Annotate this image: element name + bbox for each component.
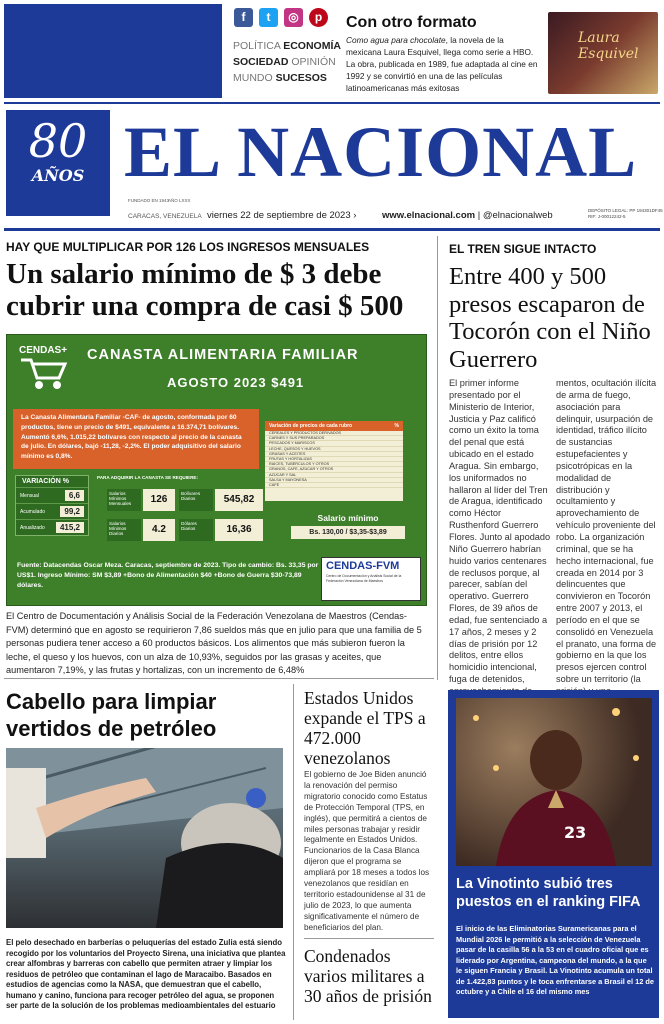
needed-label: Salarios Mínimos Diarios xyxy=(107,519,141,541)
cendas-badge: CENDAS-FVM Centro de Documentación y Análisis Social de la Federación Venezolana de Maestros xyxy=(321,557,421,601)
right-story-col2: mentos, ocultación ilícita de arma de fuego, asociación para delinquir, usurpación de identidad, tráfico ilícito de sustancias estupefacientes y psicotrópicas en la modalidad de distribución y ocultamiento y aprovechamiento de vehículo proveniente del robo. La organización criminal, que se ha hecho internacional, fue creada en 2014 por 3 delincuentes que convivieron en Tocorón entre 2007 y 2013, el período en el que se consolidó en Venezuela el pranato, una forma de gobierno en la que los presos ejercen control sobre un territorio (la xyxy=(556,378,657,685)
minimum-wage-box: Salario mínimo Bs. 130,00 / $3,35-$3,89 xyxy=(291,513,405,539)
table-header: Variación de precios de cada rubro % xyxy=(265,421,403,431)
section-opinion[interactable]: OPINIÓN xyxy=(291,56,336,68)
table-row: CARNES Y SUS PREPARADOS xyxy=(265,436,403,441)
section-mundo[interactable]: MUNDO xyxy=(233,72,273,84)
masthead-top-rule xyxy=(4,102,660,104)
right-story-kicker: EL TREN SIGUE INTACTO xyxy=(449,242,597,256)
table-row: GRANOS, CAFÉ, AZÚCAR Y OTROS xyxy=(265,467,403,472)
table-row: CEREALES Y PRODUCTOS DERIVADOS xyxy=(265,431,403,436)
cabello-text: El pelo desechado en barberías o peluquerías del estado Zulia está siendo recogido por los voluntarios del Proyecto Sirena, una iniciativa que plantea crear alfombras y barreras con cabello que permiten atraer y limpiar los residuos de petróleo que contaminan el lago de Maracaibo. Basados en estudios de agencias como la NASA, que demuestran que el cabello, humano y canino, funciona para recoger petróleo del agua, se proponen ser parte de la solución de los problemas medioambientales del estuario xyxy=(6,938,286,1010)
table-row: LECHE, QUESOS Y HUEVOS xyxy=(265,447,403,452)
right-story-headline[interactable]: Entre 400 y 500 presos escaparon de Tocorón con el Niño Guerrero xyxy=(449,263,651,373)
needed-value: 16,36 xyxy=(215,519,263,541)
section-index xyxy=(233,38,343,86)
deposit-info: DEPÓSITO LEGAL: PP 194301DF45 RIF: J-00012242-5 xyxy=(588,208,663,219)
table-row: FRUTAS Y HORTALIZAS xyxy=(265,457,403,462)
instagram-icon[interactable]: ◎ xyxy=(284,8,303,27)
table-row: AZÚCAR Y SAL xyxy=(265,473,403,478)
jersey-number: 23 xyxy=(564,823,587,842)
price-variation-table xyxy=(265,421,403,501)
year-note: AÑO LXXX xyxy=(168,198,191,203)
variation-row: Acumulado 99,2 xyxy=(16,503,88,519)
main-story-text: El Centro de Documentación y Análisis Social de la Federación Venezolana de Maestros (Cendas-FVM) determinó que en agosto se requirieron 7,86 sueldos más que en julio para que una familia de 5 personas pudiera tener acceso a 60 productos básicos. Los alimentos que más subieron fueron la leche, el queso y los huevos, con un alza de 10,93%, seguidos por las grasas y aceites, que aumentaron 7,19%, y las frutas y hortalizas, con un incremento de 6,48% xyxy=(6,611,422,675)
web-line: www.elnacional.com | @elnacionalweb xyxy=(382,210,553,221)
infographic-subtitle: AGOSTO 2023 $491 xyxy=(167,375,305,390)
pinterest-icon[interactable]: p xyxy=(309,8,328,27)
vinotinto-headline[interactable]: La Vinotinto subió tres puestos en el ranking FIFA xyxy=(456,876,641,910)
column-divider xyxy=(293,684,294,1020)
needed-value: 4.2 xyxy=(143,519,175,541)
section-economia[interactable]: ECONOMÍA xyxy=(283,40,341,52)
eu-headline[interactable]: Estados Unidos expande el TPS a 472.000 venezolanos xyxy=(304,688,426,768)
main-story-kicker: HAY QUE MULTIPLICAR POR 126 LOS INGRESOS MENSUALES xyxy=(6,240,370,254)
cabello-photo xyxy=(6,748,283,928)
masthead-bottom-rule xyxy=(4,228,660,231)
column-divider xyxy=(437,236,438,680)
twitter-icon[interactable]: t xyxy=(259,8,278,27)
section-politica[interactable]: POLÍTICA xyxy=(233,40,281,52)
needed-label: Dólares Diarios xyxy=(179,519,213,541)
table-row: GRASAS Y ACEITES xyxy=(265,452,403,457)
table-row: PESCADOS Y MARISCOS xyxy=(265,441,403,446)
variation-row: Anualizado 415,2 xyxy=(16,519,88,535)
needed-label: Bolívares Diarios xyxy=(179,489,213,511)
infographic-source: Fuente: Datacendas Oscar Meza. Caracas, septiembre de 2023. Tipo de cambio: Bs. 33,35 por US$1. Ingreso Mínimo: SM $3,89 +Bono de Alimentación $40 +Bono de Guerra $30-73,89 dólares. xyxy=(17,562,319,589)
variation-row: Mensual 6,6 xyxy=(16,487,88,503)
section-sociedad[interactable]: SOCIEDAD xyxy=(233,56,289,68)
vinotinto-photo xyxy=(456,698,652,866)
condenados-headline[interactable]: Condenados varios militares a 30 años de prisión xyxy=(304,946,432,1006)
promo-title: Con otro formato xyxy=(346,14,477,31)
newspaper-title: EL NACIONAL xyxy=(124,112,638,192)
needed-value: 545,82 xyxy=(215,489,263,511)
website-link[interactable]: www.elnacional.com xyxy=(382,210,476,221)
infographic-title: CANASTA ALIMENTARIA FAMILIAR xyxy=(87,347,359,363)
social-icons xyxy=(234,8,328,27)
canasta-infographic xyxy=(6,334,427,606)
eu-text: El gobierno de Joe Biden anunció la renovación del permiso migratorio conocido como Estatus de Protección Temporal (TPS, en inglés), que permitirá a cientos de miles personas trabajar y residir legalmente en Estados Unidos. Funcionarios de la Casa Blanca dijeron que el programa se ampliará por 18 meses a todos los venezolanos que residían en territorio estadounidense al 31 de julio de 2023, lo que aumenta significativamente el número de beneficiarios del plan. xyxy=(304,770,430,932)
cabello-headline[interactable]: Cabello para limpiar vertidos de petróleo xyxy=(6,689,217,741)
vinotinto-text: El inicio de las Eliminatorias Suramericanas para el Mundial 2026 le permitió a la selección de Venezuela pasar de la casilla 56 a la 53 en el cuadro oficial que es liderado por Argentina, campeona del mundo, a la que le siguen Francia y Brasil. La Vinotinto acumula un total de 1.422,83 puntos y le toca enfrentarse a Brasil el 12 de octubre y a Chile el 16 del mismo mes xyxy=(456,924,654,996)
cart-icon xyxy=(19,356,69,390)
main-story-headline[interactable]: Un salario mínimo de $ 3 debe cubrir una compra de casi $ 500 xyxy=(6,258,404,322)
story-divider xyxy=(304,938,434,939)
cendas-logo: CENDAS+ xyxy=(19,345,79,395)
founded-note: FUNDADO EN 1943 xyxy=(128,198,170,203)
facebook-icon[interactable]: f xyxy=(234,8,253,27)
table-row: CAFÉ xyxy=(265,483,403,488)
anniversary-logo: 80 AÑOS xyxy=(6,110,110,216)
table-row: RAÍCES, TUBÉRCULOS Y OTROS xyxy=(265,462,403,467)
needed-value: 126 xyxy=(143,489,175,511)
section-sucesos[interactable]: SUCESOS xyxy=(275,72,327,84)
needed-label: Salarios Mínimos Mensuales xyxy=(107,489,141,511)
dateline: CARACAS, VENEZUELA viernes 22 de septiembre de 2023 › xyxy=(128,210,357,221)
variation-box: VARIACIÓN % Mensual 6,6 Acumulado 99,2 Anualizado 415,2 xyxy=(15,475,89,536)
book-cover-label: Laura Esquivel xyxy=(578,30,639,62)
section-divider xyxy=(4,678,434,679)
needed-heading: PARA ADQUIRIR LA CANASTA SE REQUIERE: xyxy=(97,475,198,480)
infographic-summary: La Canasta Alimentaria Familiar -CAF- de agosto, conformada por 60 productos, tiene un precio de $491, equivalente a 16.374,71 bolívares. Aumentó 6,6%, 1.015,22 bolívares con respecto al precio de la canasta de julio. En dólares, bajó -11,28, -2,2%. El poder adquisitivo del salario mínimo es 0,8%. xyxy=(13,409,259,469)
right-story-col1: El primer informe presentado por el Ministerio de Interior, Justicia y Paz calificó como un éxito la toma del penal que está ubicado en el estado Aragua. Sin embargo, los uniformados no hallaron al líder del Tren de Aragua, identificado como Héctor Rusthenford Guerrero Flores. Junto al apodado Niño Guerrero habrían huido varios centenares de reclusos porque, al parecer, sabían del operativo. Guerrero Flores, de 39 años de edad, fue sentenciado a 17 años, 2 meses y 2 días de prisión por 12 delitos, entre ellos homicidio intencional, fuga de detenidos, xyxy=(449,378,551,685)
top-ad-block xyxy=(4,4,222,98)
table-row: SALSA Y MAYONESA xyxy=(265,478,403,483)
promo-text: Como agua para chocolate, la novela de la mexicana Laura Esquivel, llega como serie a HBO. La obra, publicada en 1989, fue adaptada al cine en 1992 y se convirtió en una de las películas latinoamericanas más exitosas xyxy=(346,35,538,93)
